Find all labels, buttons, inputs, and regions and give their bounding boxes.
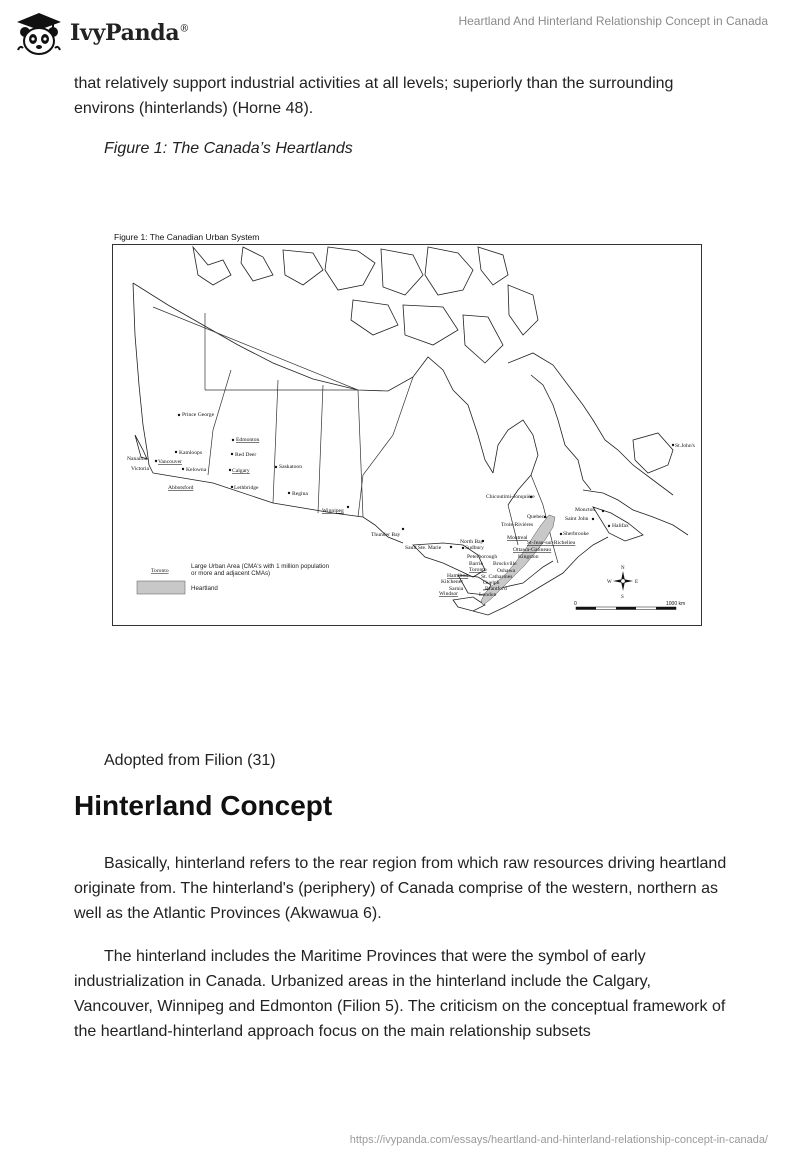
figure-caption: Figure 1: The Canada’s Heartlands — [104, 140, 353, 157]
city-st-catharines: St. Catharines — [481, 574, 513, 580]
city-toronto: Toronto — [469, 567, 487, 573]
legend-heartland: Heartland — [191, 585, 218, 592]
city-brantford: Brantford — [485, 586, 507, 592]
city-dot — [229, 469, 231, 471]
city-dot — [178, 414, 180, 416]
legend-large-urban-area-2: or more and adjacent CMAs) — [191, 570, 271, 577]
city-barrie: Barrie — [469, 561, 483, 567]
legend-heartland-swatch — [137, 581, 185, 594]
city-oshawa: Oshawa — [497, 568, 516, 574]
city-dot — [462, 547, 464, 549]
legend-sample-city: Toronto — [151, 568, 169, 574]
city-dot — [672, 444, 674, 446]
city-prince-george: Prince George — [182, 412, 215, 418]
city-abbotsford: Abbotsford — [168, 485, 194, 491]
compass-w: W — [607, 580, 612, 585]
scale-bar — [574, 601, 685, 610]
city-montreal: Montreal — [507, 535, 528, 541]
compass-s: S — [621, 595, 624, 600]
city-dot — [275, 466, 277, 468]
body-paragraph-1: Basically, hinterland refers to the rear region from which raw resources driving heartland originate from. The hinterland's (periphery) of Canada comprise of the western, northern as well as the Atlantic Provinces (Akwawua 6). — [74, 855, 727, 922]
city-moncton: Moncton — [575, 507, 596, 513]
map-title: Figure 1: The Canadian Urban System — [114, 232, 260, 242]
legend-large-urban-area: Large Urban Area (CMA's with 1 million population — [191, 563, 330, 570]
city-dot — [231, 486, 233, 488]
city-dot — [182, 468, 184, 470]
canada-map — [113, 245, 701, 625]
city-windsor: Windsor — [439, 591, 459, 597]
city-london: London — [479, 592, 497, 598]
city-st-jean: St-Jean-sur-Richelieu — [527, 540, 576, 546]
compass-icon — [607, 566, 638, 600]
city-dot — [544, 516, 546, 518]
city-vancouver: Vancouver — [158, 459, 182, 465]
city-brockville: Brockville — [493, 561, 517, 567]
city-dot — [402, 528, 404, 530]
city-dot — [232, 439, 234, 441]
panda-icon — [14, 10, 64, 56]
city-north-bay: North Bay — [460, 539, 484, 545]
city-sault: Sault Ste. Marie — [405, 545, 442, 551]
city-calgary: Calgary — [232, 468, 250, 474]
city-dot — [175, 451, 177, 453]
city-dot — [231, 453, 233, 455]
intro-paragraph: that relatively support industrial activities at all levels; superiorly than the surrounding environs (hinterlands) (Horne 48). — [74, 75, 674, 117]
map-frame — [112, 244, 702, 626]
city-guelph: Guelph — [483, 580, 500, 586]
map-legend — [137, 563, 330, 594]
city-lethbridge: Lethbridge — [234, 485, 259, 491]
city-dot — [450, 546, 452, 548]
city-winnipeg: Winnipeg — [322, 508, 344, 514]
body-paragraph-2: The hinterland includes the Maritime Provinces that were the symbol of early industrialization in Canada. Urbanized areas in the hinterland include the Calgary, Vancouver, Winnipeg and Edmonton (Filion 5). The criticism on the conceptual framework of the heartland-hinterland approach focus on the main relationship subsets — [74, 948, 726, 1040]
figure-credit: Adopted from Filion (31) — [104, 752, 276, 769]
city-halifax: Halifax — [612, 523, 629, 529]
city-regina: Regina — [292, 491, 308, 497]
city-dot — [288, 492, 290, 494]
compass-n: N — [621, 566, 625, 571]
city-quebec: Quebec — [527, 514, 545, 520]
city-kitchener: Kitchener — [441, 579, 464, 585]
city-saint-john: Saint John — [565, 516, 589, 522]
city-edmonton: Edmonton — [236, 437, 260, 443]
ivypanda-logo[interactable] — [14, 8, 204, 58]
city-kingston: Kingston — [518, 554, 539, 560]
coastline-outline — [133, 247, 688, 615]
city-dot — [602, 510, 604, 512]
city-peterborough: Peterborough — [467, 554, 498, 560]
canada-urban-system-figure — [112, 232, 704, 628]
city-saskatoon: Saskatoon — [279, 464, 302, 470]
city-st-johns: St.John's — [675, 443, 695, 449]
city-dot — [347, 506, 349, 508]
brand-name: IvyPanda® — [70, 20, 190, 46]
city-dot — [608, 525, 610, 527]
compass-e: E — [635, 580, 639, 585]
city-victoria: Victoria — [131, 466, 149, 472]
city-ottawa-gatineau: Ottawa-Gatineau — [513, 547, 552, 553]
city-dot — [592, 518, 594, 520]
page-header — [0, 0, 800, 62]
source-url-link[interactable]: https://ivypanda.com/essays/heartland-and-hinterland-relationship-concept-in-canada/ — [349, 1134, 768, 1146]
section-heading: Hinterland Concept — [74, 790, 333, 821]
province-boundaries — [153, 307, 558, 563]
city-kamloops: Kamloops — [179, 450, 202, 456]
city-sherbrooke: Sherbrooke — [563, 531, 589, 537]
city-sudbury: Sudbury — [465, 545, 484, 551]
city-kelowna: Kelowna — [186, 467, 207, 473]
document-title: Heartland And Hinterland Relationship Concept in Canada — [458, 14, 768, 28]
city-sarnia: Sarnia — [449, 586, 464, 592]
city-trois-rivieres: Trois-Rivières — [501, 522, 534, 528]
city-dot — [560, 533, 562, 535]
scale-max: 1000 km — [666, 601, 686, 607]
city-thunder-bay: Thunder Bay — [371, 532, 401, 538]
city-nanaimo: Nanaimo — [127, 456, 148, 462]
city-red-deer: Red Deer — [235, 452, 257, 458]
scale-zero: 0 — [574, 601, 577, 607]
city-dot — [155, 460, 157, 462]
city-hamilton: Hamilton — [447, 573, 469, 579]
city-chicoutimi: Chicoutimi-Jonquière — [486, 494, 535, 500]
